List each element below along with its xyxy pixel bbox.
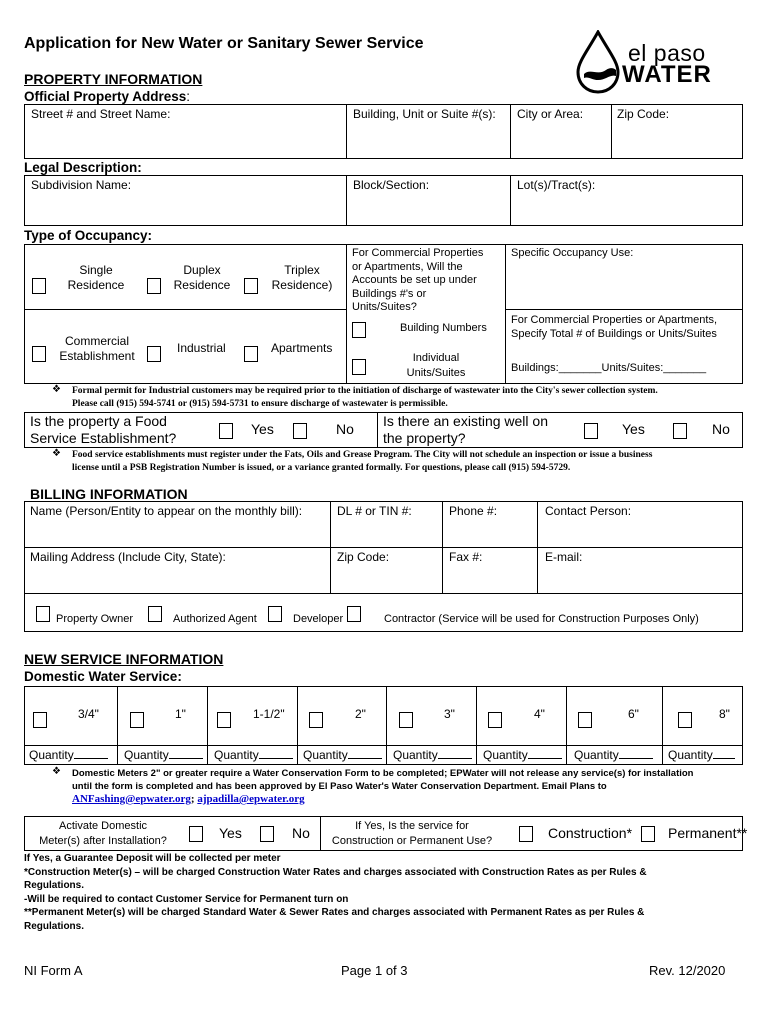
triplex-residence-checkbox[interactable]: [244, 278, 258, 294]
logo-text-el-paso: el paso: [628, 40, 706, 66]
well-q-line1: Is there an existing well on: [383, 413, 548, 429]
ifyes-line2: Construction or Permanent Use?: [331, 835, 493, 847]
city-field[interactable]: City or Area:: [517, 107, 584, 121]
duplex-residence-checkbox[interactable]: [147, 278, 161, 294]
specify-line2: Specify Total # of Buildings or Units/Suites: [511, 328, 717, 340]
size-3-4-label: 3/4": [78, 707, 99, 721]
email-sep: ;: [190, 793, 195, 805]
size-4-checkbox[interactable]: [488, 712, 502, 728]
single-residence-label: [56, 263, 136, 293]
specify-total-note: [511, 313, 717, 341]
address-colon: :: [186, 89, 191, 104]
property-owner-checkbox[interactable]: [36, 606, 50, 622]
quantity-label: Quantity: [483, 748, 528, 762]
construction-label: Construction*: [548, 825, 633, 841]
specific-occupancy-field[interactable]: Specific Occupancy Use:: [511, 247, 634, 259]
food-q-line2: Service Establishment?: [30, 430, 177, 446]
size-6-checkbox[interactable]: [578, 712, 592, 728]
duplex-residence-label: [167, 263, 237, 293]
industrial-checkbox[interactable]: [147, 346, 161, 362]
dl-tin-field[interactable]: DL # or TIN #:: [337, 504, 412, 518]
lot-field[interactable]: Lot(s)/Tract(s):: [517, 178, 596, 192]
logo-text-water: WATER: [622, 61, 712, 88]
note-line: For Commercial Properties: [352, 247, 484, 259]
activate-line1: Activate Domestic: [58, 820, 148, 832]
size-8-checkbox[interactable]: [678, 712, 692, 728]
single-line2: Residence: [67, 278, 125, 292]
commercial-line1: Commercial: [64, 334, 129, 348]
size-1-1-2-label: 1-1/2": [253, 707, 285, 721]
activate-yes-checkbox[interactable]: [189, 826, 203, 842]
service-heading: NEW SERVICE INFORMATION: [24, 651, 224, 667]
permanent-label: Permanent**: [668, 825, 748, 841]
specify-line1: For Commercial Properties or Apartments,: [511, 314, 718, 326]
well-question: [383, 413, 548, 447]
revision-date: Rev. 12/2020: [649, 963, 726, 978]
size-1-checkbox[interactable]: [130, 712, 144, 728]
meters-line2: until the form is completed and has been approved by El Paso Water's Water Conservation Department. Email Plans to: [72, 781, 607, 792]
triplex-residence-label: [266, 263, 338, 293]
permit-note: [72, 385, 658, 411]
size-8-label: 8": [719, 707, 730, 721]
food-no-checkbox[interactable]: [293, 423, 307, 439]
building-field[interactable]: Building, Unit or Suite #(s):: [353, 107, 496, 121]
well-no-label: No: [712, 421, 730, 437]
apartments-label: Apartments: [271, 341, 333, 355]
construction-permanent-question: [324, 819, 500, 849]
food-note-line1: Food service establishments must register under the Fats, Oils and Grease Program. The City will not schedule an inspection or issue a business: [72, 450, 653, 460]
note-line: Units/Suites?: [352, 301, 417, 313]
size-3-checkbox[interactable]: [399, 712, 413, 728]
well-no-checkbox[interactable]: [673, 423, 687, 439]
well-q-line2: the property?: [383, 430, 466, 446]
meters-note: [72, 767, 693, 793]
billing-zip-field[interactable]: Zip Code:: [337, 550, 390, 564]
footer-note-line: *Construction Meter(s) – will be charged Construction Water Rates and charges associated with Construction Rates as per Rules &: [24, 866, 647, 878]
well-yes-label: Yes: [622, 421, 645, 437]
building-numbers-label: Building Numbers: [400, 322, 487, 334]
address-heading: Official Property Address: [24, 89, 187, 104]
form-id: NI Form A: [24, 963, 83, 978]
footer-note-line: **Permanent Meter(s) will be charged Standard Water & Sewer Rates and charges associated with Permanent Rates as per Rules &: [24, 907, 645, 918]
email-link-ajpadilla[interactable]: ajpadilla@epwater.org: [197, 793, 305, 805]
note-line: Accounts be set up under: [352, 274, 477, 286]
well-yes-checkbox[interactable]: [584, 423, 598, 439]
contractor-label: Contractor (Service will be used for Construction Purposes Only): [384, 613, 699, 625]
individual-line2: Units/Suites: [406, 367, 466, 379]
contact-person-field[interactable]: Contact Person:: [545, 504, 632, 518]
diamond-bullet-icon: ❖: [52, 384, 61, 395]
email-field[interactable]: E-mail:: [545, 550, 583, 564]
quantity-1-field[interactable]: [124, 748, 203, 762]
buildings-units-field[interactable]: Buildings:_______Units/Suites:_______: [511, 362, 707, 374]
triplex-line2: Residence): [271, 278, 333, 292]
meters-line1: Domestic Meters 2" or greater require a Water Conservation Form to be completed; EPWater will not release any service(s) for installation: [72, 768, 694, 779]
size-6-label: 6": [628, 707, 639, 721]
ifyes-line1: If Yes, Is the service for: [355, 820, 469, 832]
property-heading: PROPERTY INFORMATION: [24, 71, 203, 87]
contractor-checkbox[interactable]: [347, 606, 361, 622]
commercial-label: [52, 334, 142, 364]
quantity-8-field[interactable]: [668, 748, 735, 762]
quantity-3-4-field[interactable]: [29, 748, 108, 762]
diamond-bullet-icon: ❖: [52, 448, 61, 459]
footer-note-line: -Will be required to contact Customer Service for Permanent turn on: [24, 893, 349, 905]
size-3-label: 3": [444, 707, 455, 721]
quantity-1-1-2-field[interactable]: [214, 748, 293, 762]
duplex-line2: Residence: [173, 278, 231, 292]
food-note-line2: license until a PSB Registration Number is issued, or a variance granted formally. For questions, please call (915) 594-5729.: [72, 463, 571, 473]
individual-units-label: [388, 351, 484, 381]
fax-field[interactable]: Fax #:: [449, 550, 483, 564]
size-4-label: 4": [534, 707, 545, 721]
address-heading-line: [24, 89, 190, 104]
quantity-4-field[interactable]: [483, 748, 562, 762]
occupancy-heading: Type of Occupancy:: [24, 228, 153, 243]
duplex-line1: Duplex: [183, 263, 221, 277]
activate-line2: Meter(s) after Installation?: [39, 835, 167, 847]
food-yes-checkbox[interactable]: [219, 423, 233, 439]
footer-note-line: Regulations.: [24, 880, 85, 891]
subdivision-field[interactable]: Subdivision Name:: [31, 178, 132, 192]
deposit-notes: [24, 852, 647, 933]
triplex-line1: Triplex: [284, 263, 320, 277]
size-3-4-checkbox[interactable]: [33, 712, 47, 728]
quantity-label: Quantity: [668, 748, 713, 762]
commercial-accounts-note: [352, 247, 483, 315]
permanent-checkbox[interactable]: [641, 826, 655, 842]
footer-note-line: If Yes, a Guarantee Deposit will be collected per meter: [24, 853, 281, 864]
food-question: [30, 413, 176, 447]
note-line: or Apartments, Will the: [352, 260, 463, 273]
mailing-address-field[interactable]: Mailing Address (Include City, State):: [30, 550, 226, 564]
page-title: Application for New Water or Sanitary Sewer Service: [24, 35, 424, 52]
activate-yes-label: Yes: [219, 825, 242, 841]
size-2-label: 2": [355, 707, 366, 721]
single-residence-checkbox[interactable]: [32, 278, 46, 294]
email-links: [72, 793, 305, 806]
page-number: Page 1 of 3: [341, 963, 408, 978]
quantity-label: Quantity: [574, 748, 619, 762]
individual-line1: Individual: [412, 352, 460, 364]
quantity-label: Quantity: [124, 748, 169, 762]
commercial-line2: Establishment: [59, 349, 135, 363]
water-drop-logo-icon: [574, 30, 622, 94]
construction-checkbox[interactable]: [519, 826, 533, 842]
activate-question: [28, 819, 178, 849]
property-owner-label: Property Owner: [56, 613, 134, 625]
individual-units-checkbox[interactable]: [352, 359, 366, 375]
quantity-6-field[interactable]: [574, 748, 653, 762]
developer-label: Developer: [293, 613, 344, 625]
diamond-bullet-icon: ❖: [52, 766, 61, 777]
food-yes-label: Yes: [251, 421, 274, 437]
permit-line2: Please call (915) 594-5741 or (915) 594-5731 to ensure discharge of wastewater is permissible.: [72, 399, 448, 409]
size-2-checkbox[interactable]: [309, 712, 323, 728]
quantity-label: Quantity: [29, 748, 74, 762]
permit-line1: Formal permit for Industrial customers may be required prior to the initiation of discharge of wastewater into the City's sewer collection system.: [72, 386, 658, 396]
quantity-3-field[interactable]: [393, 748, 472, 762]
authorized-agent-label: Authorized Agent: [173, 613, 257, 625]
activate-no-checkbox[interactable]: [260, 826, 274, 842]
billing-name-field[interactable]: Name (Person/Entity to appear on the monthly bill):: [30, 504, 303, 518]
phone-field[interactable]: Phone #:: [449, 504, 498, 518]
food-q-line1: Is the property a Food: [30, 413, 167, 429]
developer-checkbox[interactable]: [268, 606, 282, 622]
note-line: Buildings #'s or: [352, 287, 427, 300]
size-1-1-2-checkbox[interactable]: [217, 712, 231, 728]
block-field[interactable]: Block/Section:: [353, 178, 430, 192]
authorized-agent-checkbox[interactable]: [148, 606, 162, 622]
email-link-anfashing[interactable]: ANFashing@epwater.org: [72, 793, 191, 805]
building-numbers-checkbox[interactable]: [352, 322, 366, 338]
quantity-label: Quantity: [214, 748, 259, 762]
street-field[interactable]: Street # and Street Name:: [31, 107, 171, 121]
footer-note-line: Regulations.: [24, 920, 85, 932]
quantity-2-field[interactable]: [303, 748, 382, 762]
legal-heading: Legal Description:: [24, 160, 142, 175]
industrial-label: Industrial: [177, 341, 226, 355]
food-no-label: No: [336, 421, 354, 437]
quantity-label: Quantity: [303, 748, 348, 762]
quantity-label: Quantity: [393, 748, 438, 762]
zip-field[interactable]: Zip Code:: [617, 107, 670, 121]
food-note: [72, 449, 652, 475]
single-line1: Single: [79, 263, 113, 277]
commercial-establishment-checkbox[interactable]: [32, 346, 46, 362]
activate-no-label: No: [292, 825, 310, 841]
domestic-heading: Domestic Water Service:: [24, 669, 182, 684]
billing-heading: BILLING INFORMATION: [30, 486, 188, 502]
size-1-label: 1": [175, 707, 186, 721]
apartments-checkbox[interactable]: [244, 346, 258, 362]
